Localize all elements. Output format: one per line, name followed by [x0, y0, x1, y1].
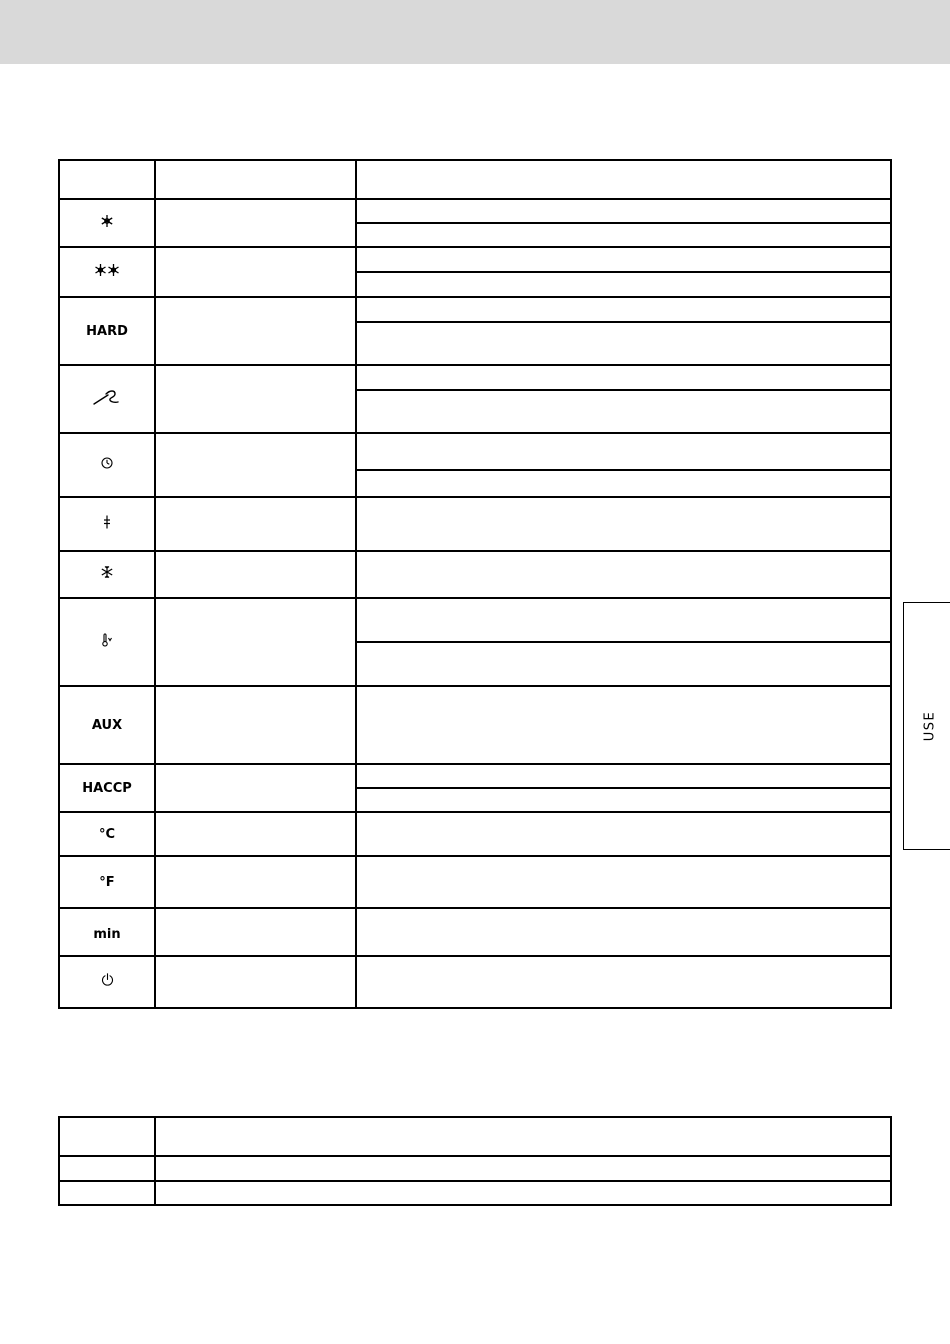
double-snowflake-icon	[94, 263, 120, 277]
symbol-cell	[59, 297, 155, 365]
header-cell-symbol	[59, 160, 155, 199]
table-row	[59, 1181, 891, 1205]
name-cell	[155, 598, 356, 686]
code-cell	[59, 1156, 155, 1181]
meaning-cell	[155, 1181, 891, 1205]
name-cell	[155, 686, 356, 764]
description-cell	[356, 764, 891, 788]
symbol-cell	[59, 764, 155, 812]
symbol-cell	[59, 497, 155, 551]
name-cell	[155, 365, 356, 433]
table-header-row	[59, 1117, 891, 1156]
clock-icon	[101, 457, 113, 469]
table-row	[59, 908, 891, 956]
code-table	[58, 1116, 892, 1206]
description-cell	[356, 908, 891, 956]
description-cell	[356, 686, 891, 764]
table-row	[59, 551, 891, 598]
table-row	[59, 598, 891, 642]
description-cell	[356, 956, 891, 1008]
description-cell	[356, 470, 891, 497]
description-cell	[356, 297, 891, 322]
symbol-cell	[59, 812, 155, 856]
table-header-row	[59, 160, 891, 199]
name-cell	[155, 856, 356, 908]
symbol-cell	[59, 598, 155, 686]
code-cell	[59, 1181, 155, 1205]
header-cell-name	[155, 160, 356, 199]
symbol-cell	[59, 199, 155, 247]
header-cell-description	[356, 160, 891, 199]
description-cell	[356, 856, 891, 908]
name-cell	[155, 812, 356, 856]
compressor-icon	[103, 515, 111, 529]
probe-icon	[92, 387, 122, 407]
description-cell	[356, 433, 891, 470]
header-cell-meaning	[155, 1117, 891, 1156]
symbol-cell	[59, 551, 155, 598]
description-cell	[356, 497, 891, 551]
description-cell	[356, 223, 891, 247]
symbol-cell	[59, 686, 155, 764]
table-row	[59, 764, 891, 788]
description-cell	[356, 199, 891, 223]
description-cell	[356, 272, 891, 297]
table-row	[59, 199, 891, 223]
symbol-cell	[59, 908, 155, 956]
table-row	[59, 1156, 891, 1181]
thermometer-icon	[101, 633, 113, 647]
aux-label: AUX	[91, 718, 123, 733]
name-cell	[155, 297, 356, 365]
description-cell	[356, 365, 891, 390]
name-cell	[155, 199, 356, 247]
symbol-cell	[59, 956, 155, 1008]
table-row	[59, 686, 891, 764]
name-cell	[155, 247, 356, 297]
table-row	[59, 856, 891, 908]
min-label: min	[93, 926, 121, 942]
icon-table	[58, 159, 892, 1009]
description-cell	[356, 247, 891, 272]
name-cell	[155, 497, 356, 551]
table-row	[59, 297, 891, 322]
name-cell	[155, 433, 356, 497]
symbol-cell	[59, 247, 155, 297]
hard-label: HARD	[86, 324, 128, 339]
description-cell	[356, 642, 891, 686]
table-row	[59, 365, 891, 390]
symbol-cell	[59, 365, 155, 433]
name-cell	[155, 764, 356, 812]
name-cell	[155, 551, 356, 598]
name-cell	[155, 956, 356, 1008]
table-row	[59, 812, 891, 856]
description-cell	[356, 812, 891, 856]
header-cell-code	[59, 1117, 155, 1156]
table-row	[59, 956, 891, 1008]
power-icon	[101, 973, 114, 986]
table-row	[59, 497, 891, 551]
table-row	[59, 433, 891, 470]
haccp-label: HACCP	[82, 781, 132, 796]
table-row	[59, 247, 891, 272]
header-band	[0, 0, 950, 64]
description-cell	[356, 322, 891, 365]
description-cell	[356, 788, 891, 812]
name-cell	[155, 908, 356, 956]
snowflake-icon	[100, 214, 114, 228]
description-cell	[356, 598, 891, 642]
celsius-label: °C	[98, 827, 116, 842]
side-tab-label: USE	[922, 710, 937, 742]
description-cell	[356, 390, 891, 433]
description-cell	[356, 551, 891, 598]
meaning-cell	[155, 1156, 891, 1181]
fahrenheit-label: °F	[99, 875, 115, 890]
symbol-cell	[59, 433, 155, 497]
side-tab	[903, 602, 950, 850]
symbol-cell	[59, 856, 155, 908]
defrost-icon	[100, 565, 114, 579]
